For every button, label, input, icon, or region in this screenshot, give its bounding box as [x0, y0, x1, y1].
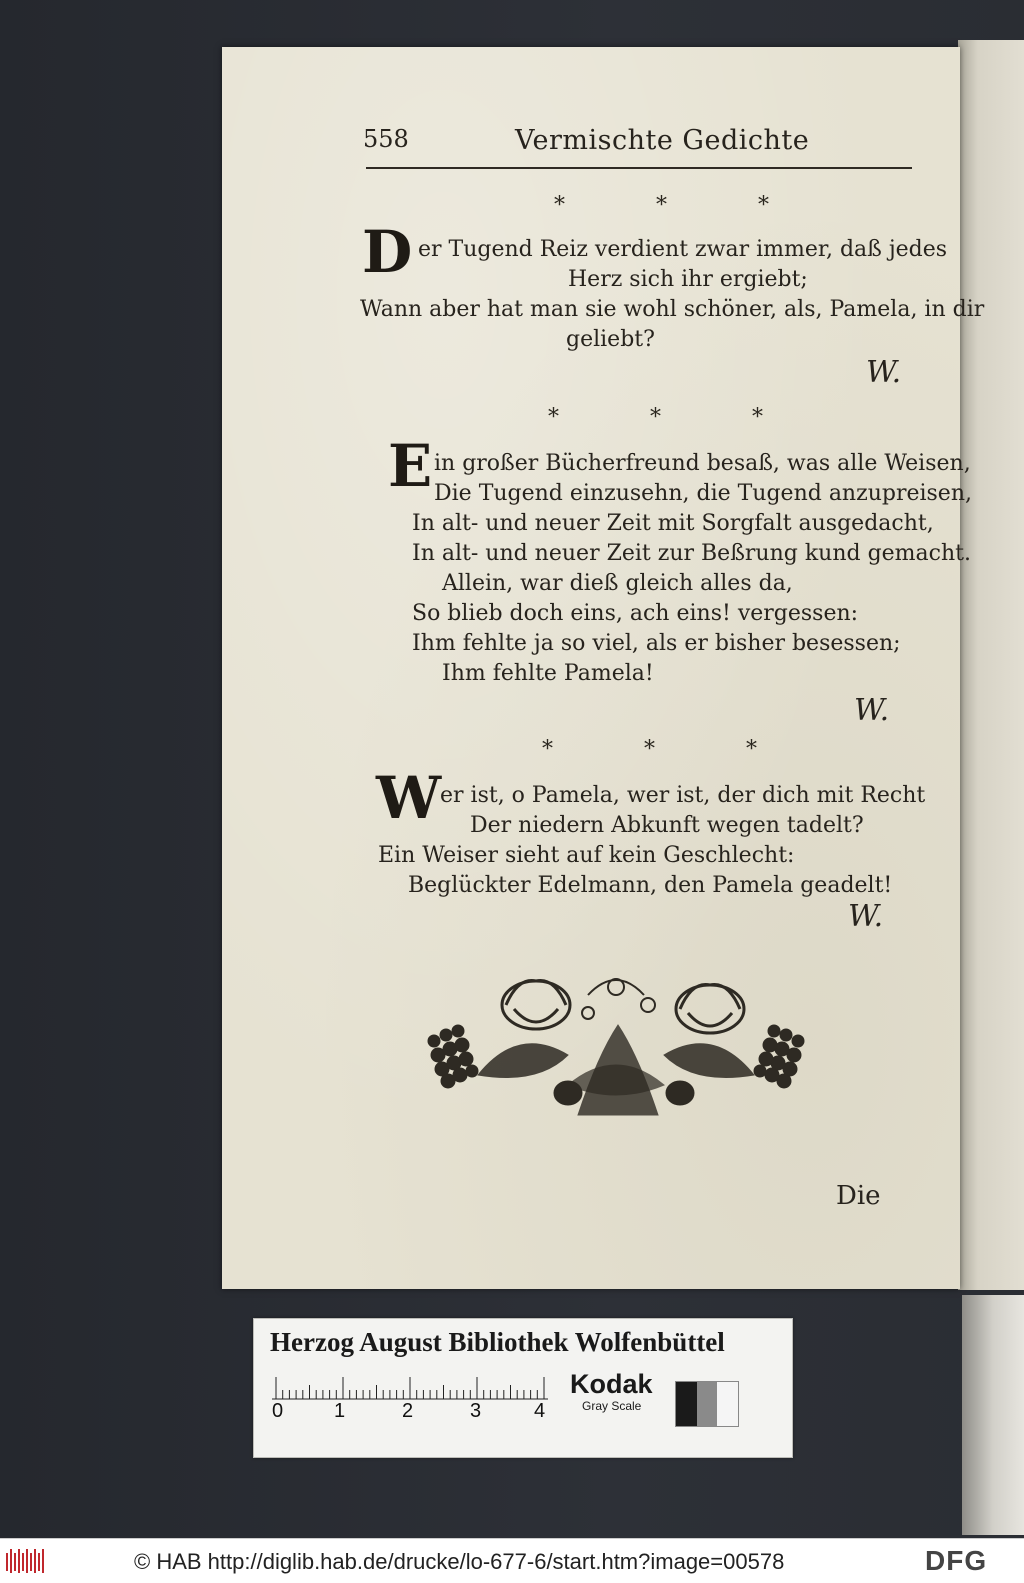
- scale-number: 1: [334, 1400, 346, 1419]
- poem-line: Ihm fehlte Pamela!: [442, 661, 654, 686]
- poem-line: er Tugend Reiz verdient zwar immer, daß jedes: [418, 237, 948, 262]
- poem-line: Ein Weiser sieht auf kein Geschlecht:: [378, 843, 795, 868]
- kodak-brand: Kodak: [570, 1369, 653, 1399]
- poem-line: Beglückter Edelmann, den Pamela geadelt!: [408, 873, 893, 898]
- adjacent-page-edge-lower: [962, 1295, 1024, 1535]
- adjacent-page-edge: [958, 40, 1024, 1290]
- poem-line: geliebt?: [566, 327, 655, 352]
- poem-line: Allein, war dieß gleich alles da,: [442, 571, 793, 596]
- grape-cluster-left: [428, 1025, 478, 1088]
- swatch-black: [676, 1382, 697, 1426]
- ruler-scale: [272, 1373, 548, 1419]
- hab-barcode-logo-icon: [4, 1547, 48, 1575]
- drop-cap: W: [376, 764, 442, 832]
- book-page: [222, 47, 985, 1289]
- poem-line: Der niedern Abkunft wegen tadelt?: [470, 813, 864, 838]
- library-name: Herzog August Bibliothek Wolfenbüttel: [270, 1327, 725, 1357]
- poem-signature: W.: [854, 693, 890, 728]
- copyright-url[interactable]: © HAB http://diglib.hab.de/drucke/lo-677-6/start.htm?image=00578: [134, 1549, 785, 1574]
- grape-cluster-right: [754, 1025, 804, 1088]
- dfg-logo: DFG: [925, 1545, 988, 1576]
- poem-line: So blieb doch eins, ach eins! vergessen:: [412, 601, 859, 626]
- page-number: 558: [363, 125, 409, 153]
- swatch-gray: [697, 1382, 718, 1426]
- scale-number: 0: [272, 1400, 284, 1419]
- drop-cap: D: [362, 218, 413, 286]
- floral-ornament-icon: [418, 965, 814, 1119]
- poem-line: Wann aber hat man sie wohl schöner, als, Pamela, in dir: [360, 297, 985, 322]
- poem-separator-stars: * * *: [548, 405, 805, 430]
- gray-swatches: [675, 1381, 739, 1427]
- poem-line: Ihm fehlte ja so viel, als er bisher besessen;: [412, 631, 901, 656]
- swatch-white: [717, 1382, 738, 1426]
- header-rule: [366, 167, 912, 169]
- poem-line: Herz sich ihr ergiebt;: [568, 267, 808, 292]
- poem-line: er ist, o Pamela, wer ist, der dich mit Recht: [440, 783, 926, 808]
- running-head: Vermischte Gedichte: [515, 125, 810, 156]
- poem-line: in großer Bücherfreund besaß, was alle Weisen,: [434, 451, 971, 476]
- scale-number: 4: [534, 1400, 546, 1419]
- drop-cap: E: [388, 432, 433, 500]
- library-color-scale-label: [253, 1318, 793, 1458]
- scale-number: 3: [470, 1400, 482, 1419]
- footer-bar: [0, 1538, 1024, 1583]
- poem-line: In alt- und neuer Zeit mit Sorgfalt ausgedacht,: [412, 511, 934, 536]
- poem-separator-stars: * * *: [542, 737, 799, 762]
- poem-line: In alt- und neuer Zeit zur Beßrung kund gemacht.: [412, 541, 971, 566]
- poem-separator-stars: * * *: [554, 193, 811, 218]
- poem-line: Die Tugend einzusehn, die Tugend anzupreisen,: [434, 481, 972, 506]
- scale-number: 2: [402, 1400, 414, 1419]
- poem-signature: W.: [866, 355, 902, 390]
- poem-signature: W.: [848, 899, 884, 934]
- catchword: Die: [836, 1181, 881, 1211]
- gray-scale-caption: Gray Scale: [582, 1399, 642, 1413]
